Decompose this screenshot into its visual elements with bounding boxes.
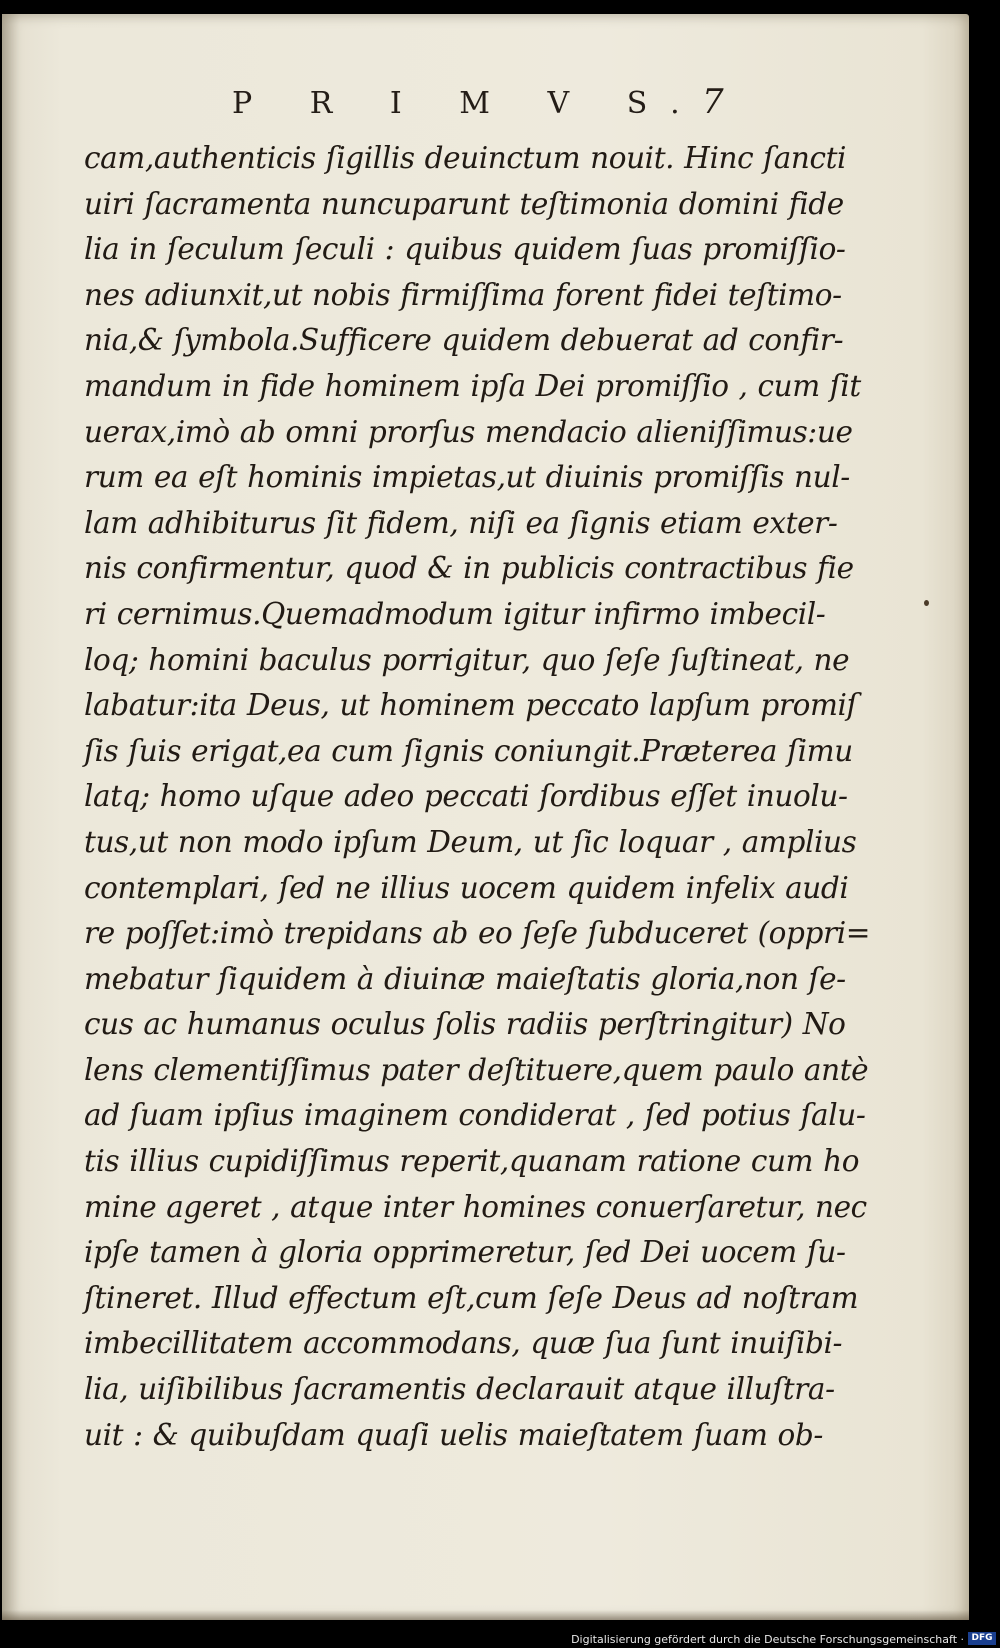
body-text bbox=[84, 136, 871, 1458]
dfg-logo: DFG bbox=[968, 1632, 996, 1645]
text-line: mandum in fide hominem ipſa Dei promiſſio , cum ſit bbox=[84, 368, 861, 403]
text-line: uit : & quibuſdam quaſi uelis maieſtatem ſuam ob- bbox=[84, 1417, 823, 1452]
text-line: cam,authenticis ſigillis deuinctum nouit. Hinc ſancti bbox=[84, 141, 847, 175]
text-line: rum ea eſt hominis impietas,ut diuinis promiſſis nul- bbox=[84, 460, 850, 495]
text-line: nes adiunxit,ut nobis firmiſſima forent fidei teſtimo- bbox=[84, 277, 842, 312]
text-line: lia in ſeculum ſeculi : quibus quidem ſuas promiſſio- bbox=[84, 232, 846, 267]
running-head bbox=[232, 82, 752, 132]
text-line: tis illius cupidiſſimus reperit,quanam ratione cum ho bbox=[84, 1144, 860, 1179]
digitization-credit: Digitalisierung gefördert durch die Deutsche Forschungsgemeinschaft · bbox=[571, 1633, 964, 1646]
text-line: lia, uiſibilibus ſacramentis declarauit atque illuſtra- bbox=[84, 1372, 835, 1407]
text-line: ſtineret. Illud effectum eſt,cum ſeſe Deus ad noſtram bbox=[84, 1280, 859, 1315]
text-line: uerax,imò ab omni prorſus mendacio alieniſſimus:ue bbox=[84, 414, 853, 449]
text-line: ipſe tamen à gloria opprimeretur, ſed Dei uocem ſu- bbox=[84, 1235, 846, 1270]
text-line: imbecillitatem accommodans, quæ ſua ſunt inuiſibi- bbox=[84, 1326, 843, 1361]
text-line: re poſſet:imò trepidans ab eo ſeſe ſubduceret (oppri= bbox=[84, 916, 871, 951]
text-line: lam adhibiturus ſit fidem, niſi ea ſignis etiam exter- bbox=[84, 505, 838, 540]
running-title: P R I M V S. bbox=[232, 86, 704, 121]
text-line: mine ageret , atque inter homines conuerſaretur, nec bbox=[84, 1189, 867, 1224]
text-line: ri cernimus.Quemadmodum igitur infirmo imbecil- bbox=[84, 596, 826, 631]
text-line: nis confirmentur, quod & in publicis contractibus fie bbox=[84, 551, 854, 586]
text-line: nia,& ſymbola.Sufficere quidem debuerat ad confir- bbox=[84, 323, 844, 358]
text-line: labatur:ita Deus, ut hominem peccato lapſum promiſ bbox=[84, 688, 858, 723]
text-line: ad ſuam ipſius imaginem condiderat , ſed potius ſalu- bbox=[84, 1098, 866, 1133]
text-line: mebatur ſiquidem à diuinæ maieſtatis gloria,non ſe- bbox=[84, 961, 846, 996]
text-line: cus ac humanus oculus ſolis radiis perſtringitur) No bbox=[84, 1007, 846, 1042]
text-line: lens clementiſſimus pater deſtituere,quem paulo antè bbox=[84, 1052, 869, 1087]
text-line: loq; homini baculus porrigitur, quo ſeſe ſuſtineat, ne bbox=[84, 642, 850, 677]
text-line: uiri ſacramenta nuncuparunt teſtimonia domini fide bbox=[84, 186, 844, 221]
text-line: tus,ut non modo ipſum Deum, ut ſic loquar , amplius bbox=[84, 824, 857, 859]
page-number: 7 bbox=[702, 82, 724, 122]
text-line: contemplari, ſed ne illius uocem quidem infelix audi bbox=[84, 870, 849, 905]
text-line: latq; homo uſque adeo peccati ſordibus eſſet inuolu- bbox=[84, 779, 848, 814]
text-line: ſis ſuis erigat,ea cum ſignis coniungit.Præterea ſimu bbox=[84, 733, 853, 768]
paper-speck bbox=[924, 600, 929, 606]
